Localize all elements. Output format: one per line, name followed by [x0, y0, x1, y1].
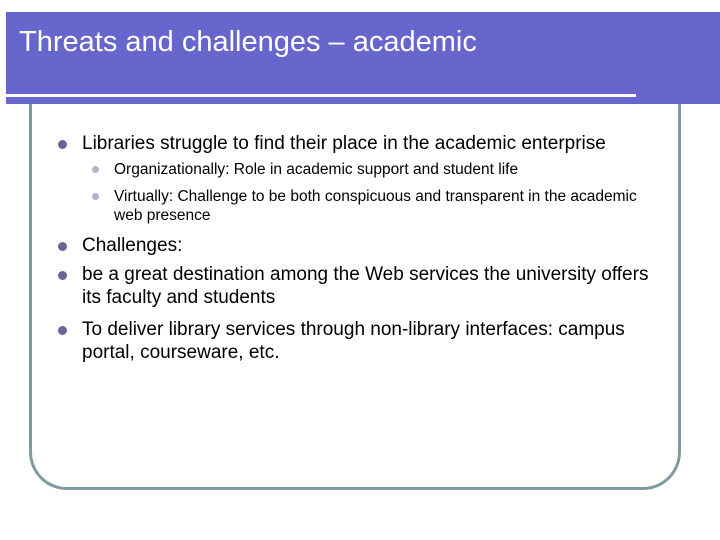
bullet-dot-icon	[58, 271, 67, 280]
bullet-text: Libraries struggle to find their place in the academic enterprise	[82, 133, 606, 154]
bullet-dot-icon	[58, 140, 67, 149]
bullet-text: To deliver library services through non-library interfaces: campus portal, courseware, etc.	[82, 319, 625, 363]
sub-bullet-dot-icon	[92, 193, 99, 200]
sub-bullet-text: Organizationally: Role in academic support and student life	[114, 161, 519, 178]
bullet-dot-icon	[58, 326, 67, 335]
sub-bullet-dot-icon	[92, 166, 99, 173]
bullet-text: Challenges:	[82, 235, 183, 256]
slide-title: Threats and challenges – academic	[19, 26, 477, 58]
bullet-text: be a great destination among the Web services the university offers its faculty and students	[82, 264, 649, 308]
bullet-dot-icon	[58, 242, 67, 251]
sub-bullet-text: Virtually: Challenge to be both conspicuous and transparent in the academic web presence	[114, 188, 637, 224]
